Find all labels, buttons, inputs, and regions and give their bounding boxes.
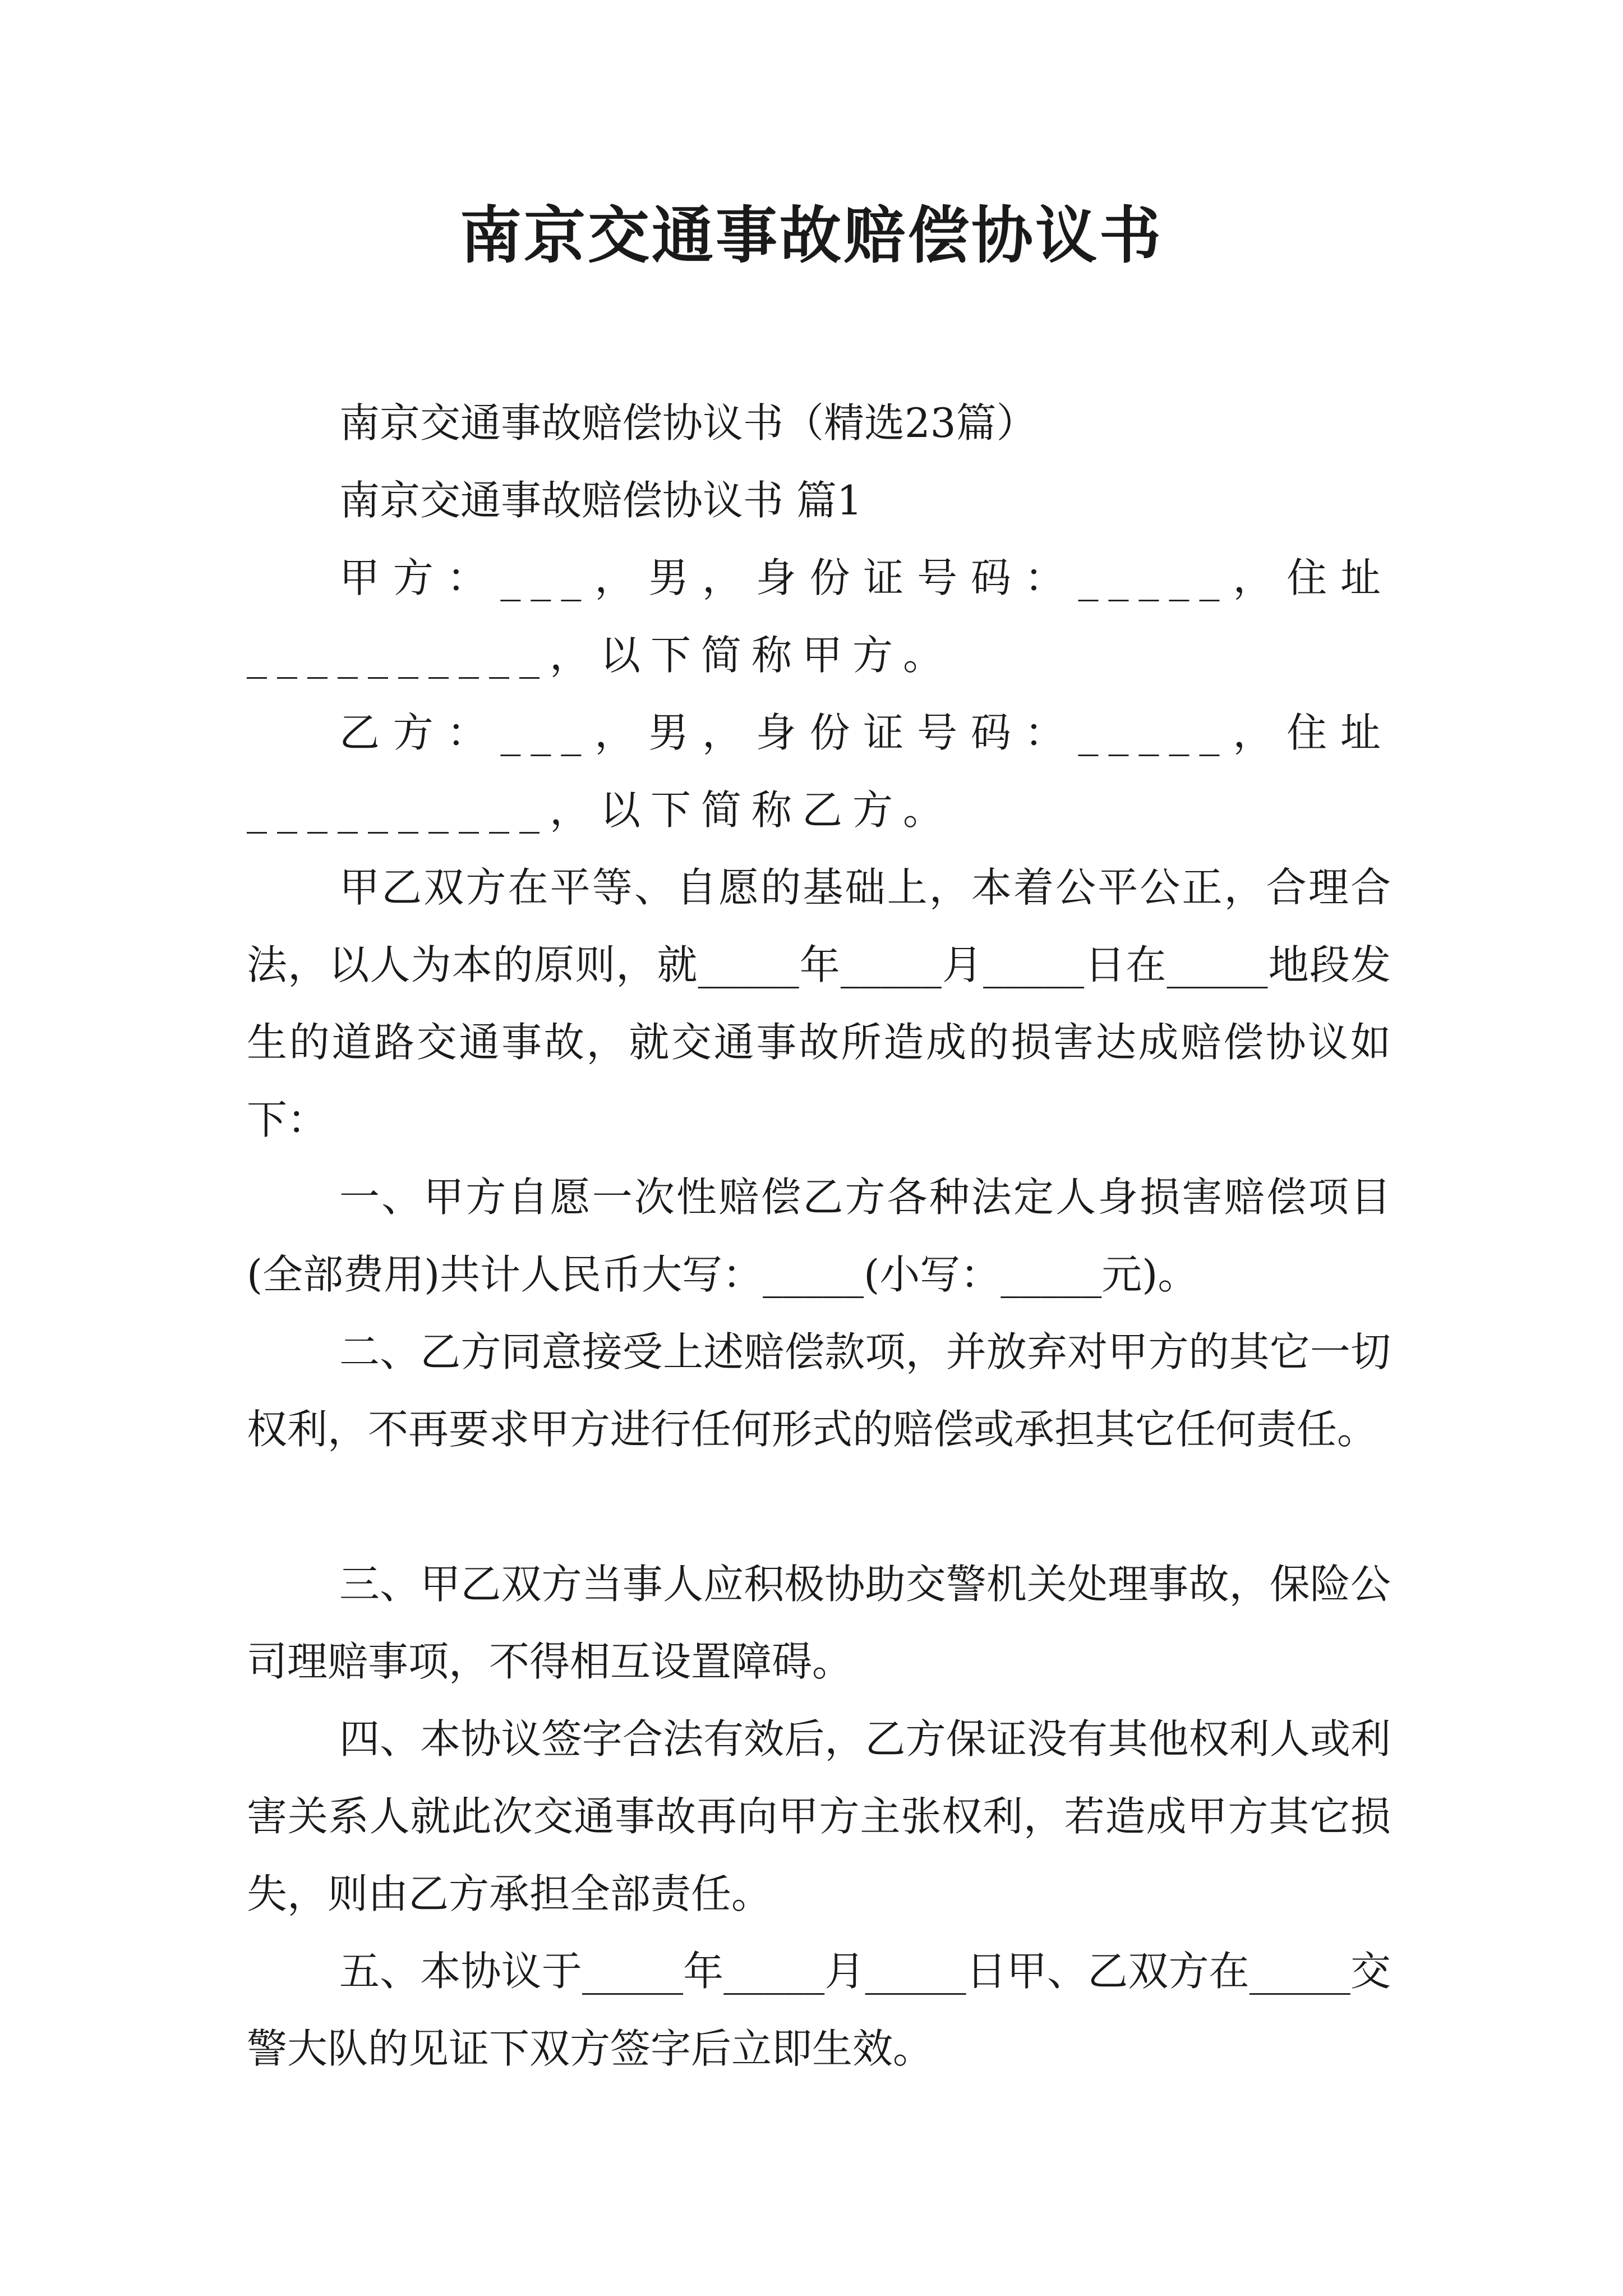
- document-title: 南京交通事故赔偿协议书: [460, 199, 1163, 272]
- document-subtitle: 南京交通事故赔偿协议书（精选23篇）: [339, 399, 1037, 447]
- section-heading: 南京交通事故赔偿协议书 篇1: [339, 477, 863, 524]
- party-b-paragraph: 乙方：___，男，身份证号码：_____，住址__________，以下简称乙方。: [247, 709, 1391, 834]
- clause-5-paragraph: 五、本协议于_____年_____月_____日甲、乙双方在_____交警大队的见证下双方签字后立即生效。: [247, 1948, 1391, 2072]
- clause-1-paragraph: 一、甲方自愿一次性赔偿乙方各种法定人身损害赔偿项目(全部费用)共计人民币大写：_____(小写：_____元)。: [247, 1174, 1391, 1298]
- clause-3-paragraph: 三、甲乙双方当事人应积极协助交警机关处理事故，保险公司理赔事项，不得相互设置障碍。: [247, 1561, 1391, 1685]
- clause-2-paragraph: 二、乙方同意接受上述赔偿款项，并放弃对甲方的其它一切权利，不再要求甲方进行任何形式的赔偿或承担其它任何责任。: [247, 1328, 1391, 1453]
- party-a-paragraph: 甲方：___，男，身份证号码：_____，住址__________，以下简称甲方。: [247, 554, 1391, 679]
- clause-4-paragraph: 四、本协议签字合法有效后，乙方保证没有其他权利人或利害关系人就此次交通事故再向甲方主张权利，若造成甲方其它损失，则由乙方承担全部责任。: [247, 1715, 1391, 1917]
- preamble-paragraph: 甲乙双方在平等、自愿的基础上，本着公平公正，合理合法，以人为本的原则，就_____年_____月_____日在_____地段发生的道路交通事故，就交通事故所造成的损害达成赔偿协议如下：: [247, 864, 1391, 1143]
